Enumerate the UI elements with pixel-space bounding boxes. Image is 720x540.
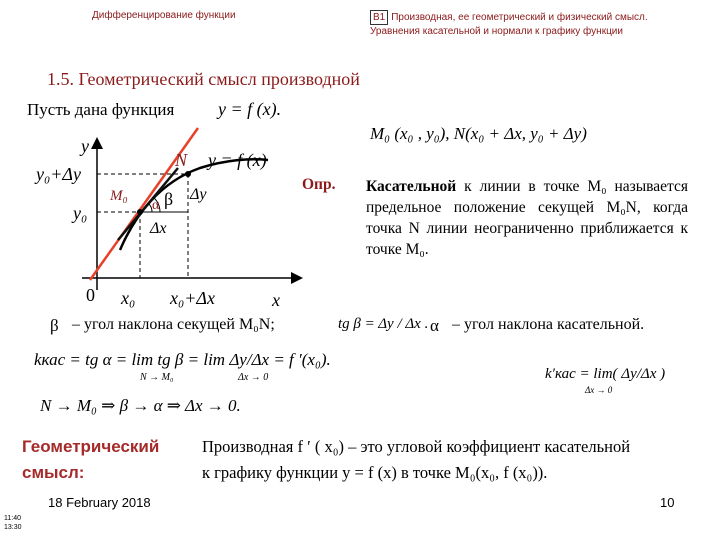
section-text: Производная, ее геометрический и физический смысл. Уравнения касательной и нормали к графику функции bbox=[370, 12, 648, 37]
k-formula-sub2: Δx → 0 bbox=[238, 372, 269, 383]
beta-description: – угол наклона секущей M₀N; bbox=[72, 316, 275, 333]
alpha-symbol: α bbox=[430, 316, 439, 335]
time-label-2: 13:30 bbox=[4, 524, 22, 531]
definition-term: Касательной bbox=[366, 178, 457, 195]
definition-rest: к линии в точке M₀ называется предельное положение секущей M₀N, когда точка N линии неограниченно приближается к точке M₀. bbox=[366, 178, 689, 258]
points-formula: M₀ (x₀ , y₀), N(x₀ + Δx, y₀ + Δy) bbox=[370, 124, 587, 143]
definition-label: Опр. bbox=[302, 176, 336, 193]
definition-text bbox=[366, 176, 688, 260]
k-right-sub: Δx → 0 bbox=[585, 385, 613, 395]
x-axis-label: x bbox=[272, 290, 280, 310]
point-n-label: N bbox=[175, 150, 188, 170]
y-axis-label: y bbox=[81, 136, 89, 156]
alpha-description: – угол наклона касательной. bbox=[452, 316, 645, 333]
dy-label: Δy bbox=[190, 186, 207, 203]
section-badge: B1 bbox=[370, 10, 388, 25]
footer-date: 18 February 2018 bbox=[48, 495, 151, 510]
curve-label: y = f (x) bbox=[208, 150, 267, 170]
point-n bbox=[185, 171, 191, 177]
point-m0-label: M₀ bbox=[110, 188, 128, 204]
topic-header: Дифференцирование функции bbox=[92, 10, 236, 21]
x0-dx-label: x₀+Δx bbox=[170, 288, 215, 308]
x0-label: x₀ bbox=[121, 288, 136, 308]
beta-label: β bbox=[164, 189, 174, 209]
k-right-formula: k′кас = lim( Δy/Δx ) bbox=[545, 366, 666, 382]
limit-line: N → M₀ ⇒ β → α ⇒ Δx → 0. bbox=[40, 396, 241, 415]
page-number: 10 bbox=[660, 495, 675, 510]
page-title: 1.5. Геометрический смысл производной bbox=[47, 69, 360, 89]
beta-symbol: β bbox=[50, 316, 59, 335]
y0-dy-label: y₀+Δy bbox=[36, 164, 81, 184]
beta-formula: tg β = Δy / Δx . bbox=[338, 316, 429, 332]
geometric-text: Производная f ′ ( x₀) – это угловой коэффициент касательной к графику функции y = f (x) в точке M₀(x₀, f (x₀)). bbox=[202, 437, 631, 482]
y0-label: y₀ bbox=[73, 203, 88, 223]
k-formula-sub1: N → M₀ bbox=[140, 372, 174, 383]
intro-text: Пусть дана функция bbox=[27, 100, 175, 119]
alpha-label: α bbox=[152, 198, 160, 213]
k-formula: kкас = tg α = lim tg β = lim Δy/Δx = f ′(x₀). bbox=[34, 350, 331, 369]
point-m0 bbox=[137, 209, 143, 215]
dx-label: Δx bbox=[150, 220, 167, 237]
geometric-label: Геометрический смысл: bbox=[22, 437, 160, 482]
time-label-1: 11:40 bbox=[4, 515, 21, 522]
origin-label: 0 bbox=[86, 285, 95, 305]
intro-formula: y = f (x). bbox=[218, 99, 282, 119]
